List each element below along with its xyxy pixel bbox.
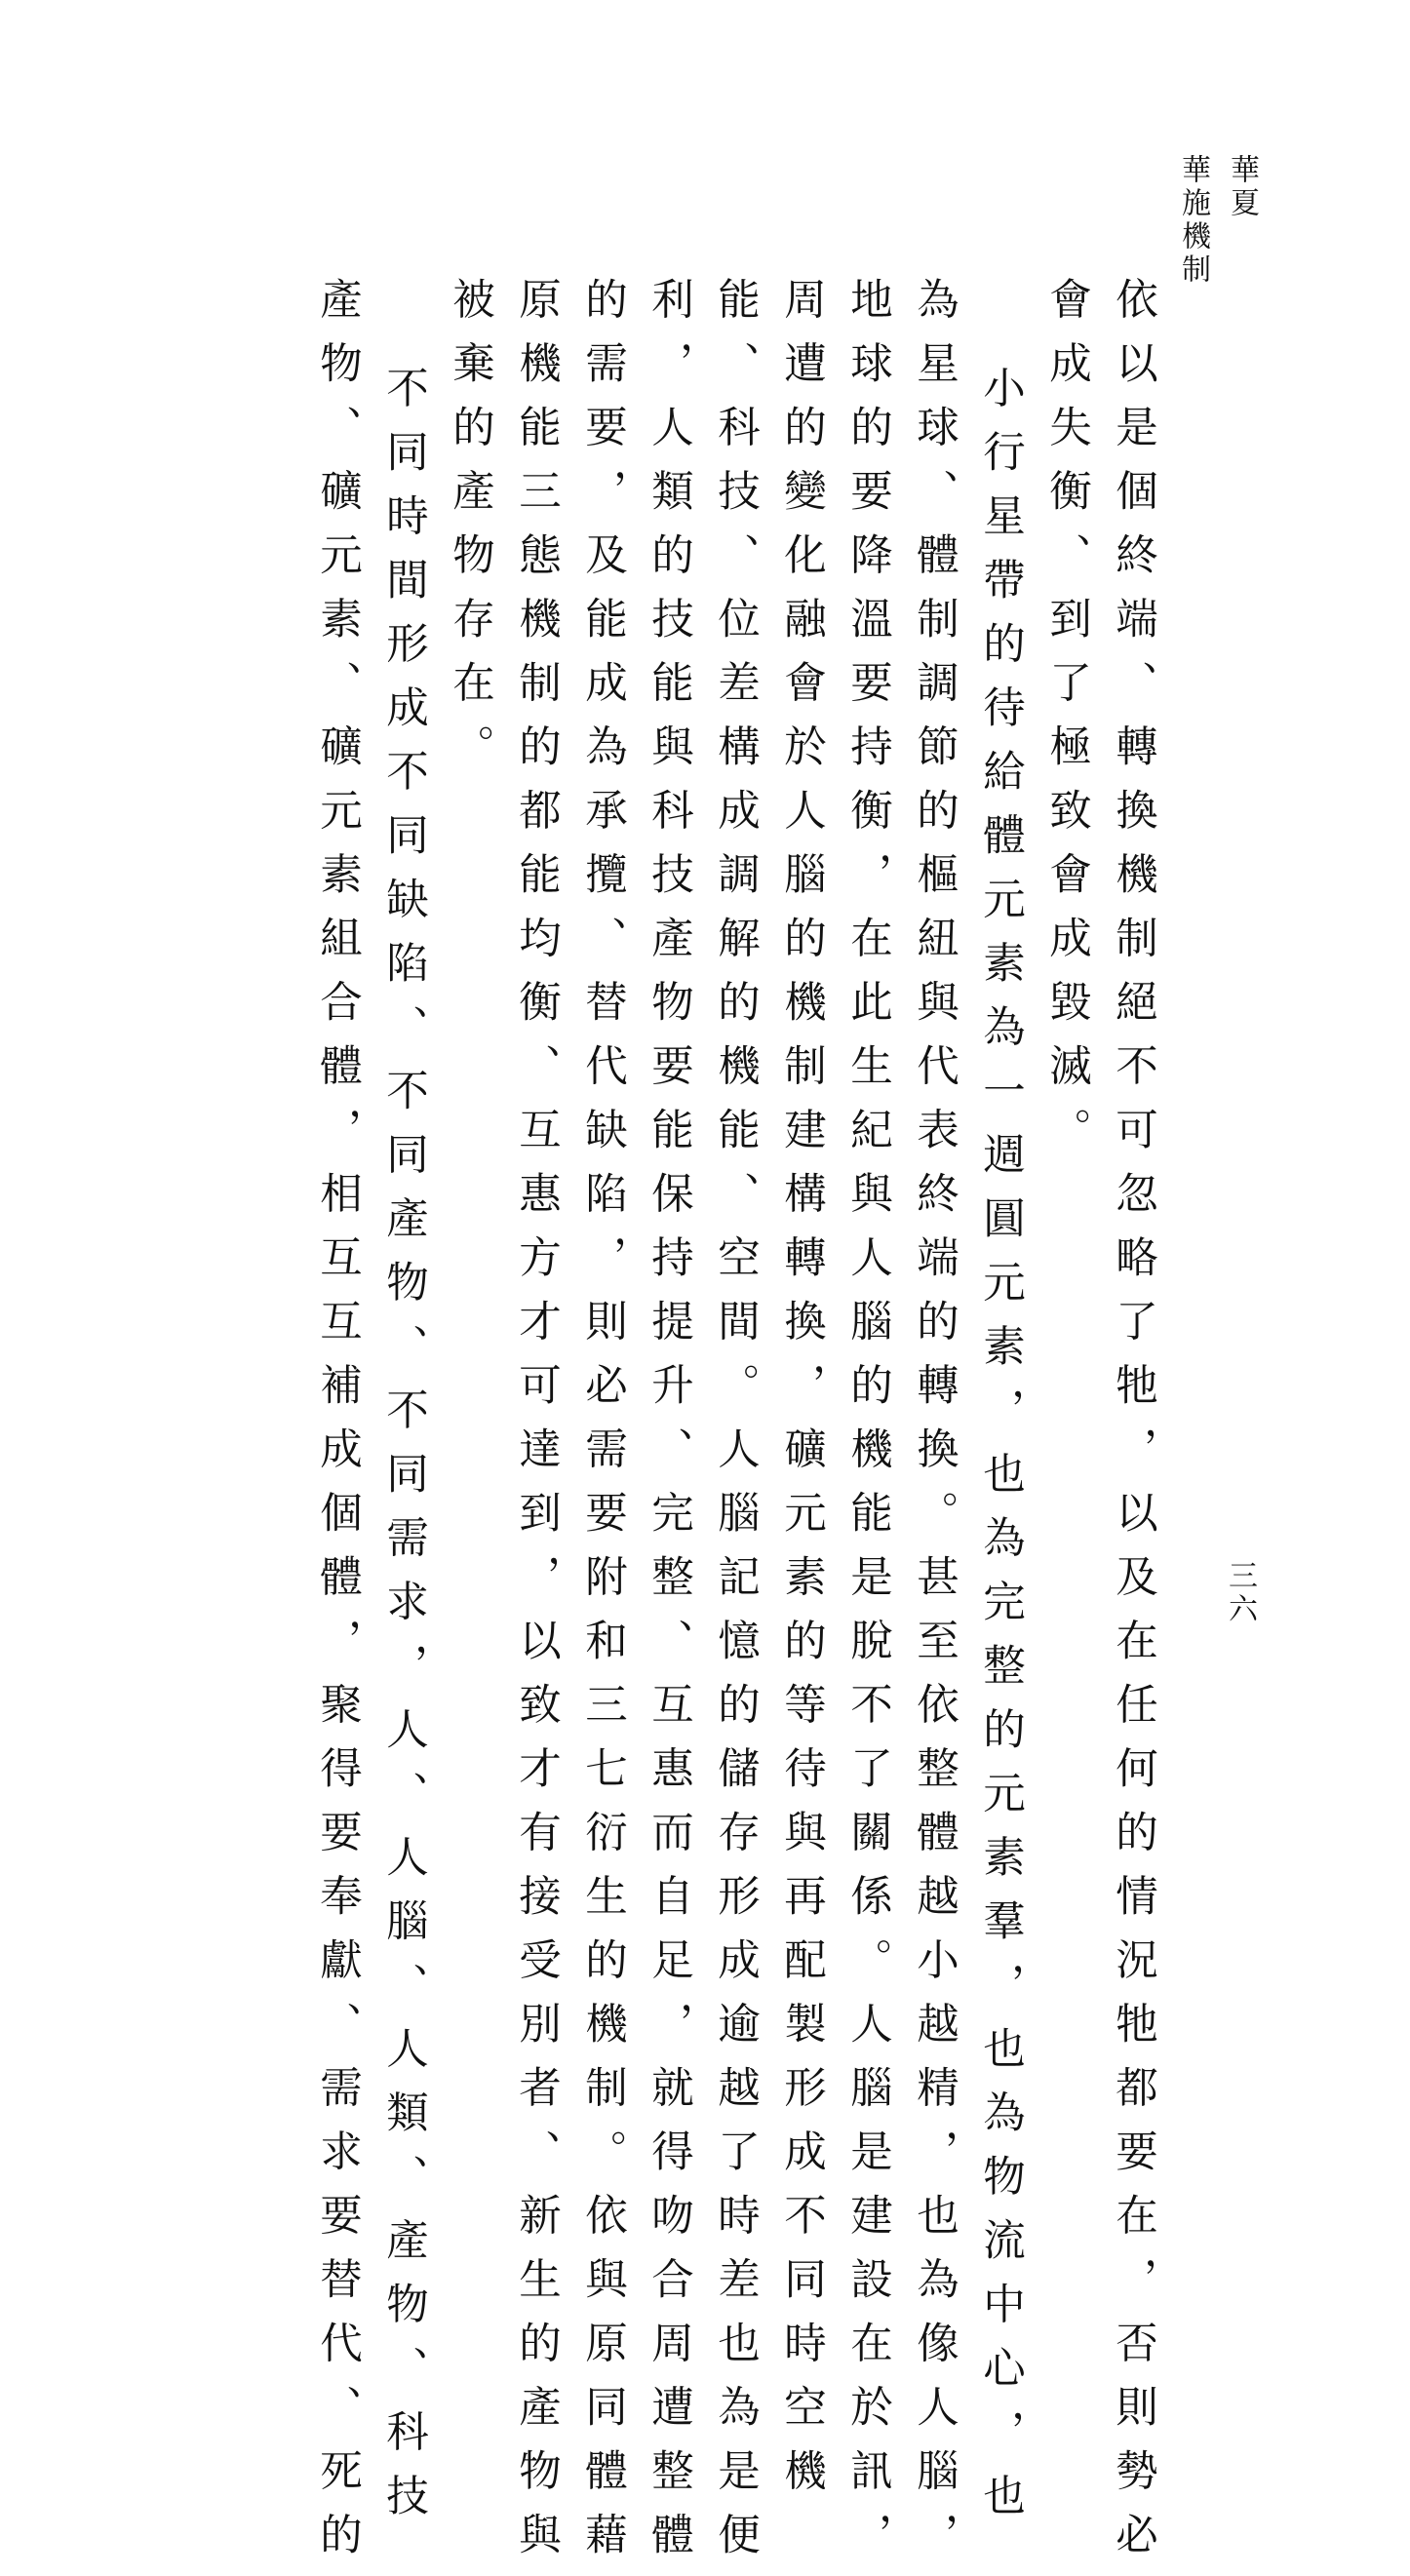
page-number: 三六 xyxy=(1223,1560,1257,1626)
book-title: 華夏 xyxy=(1225,154,1259,220)
running-header xyxy=(1178,154,1266,408)
paragraph-1: 依以是個終端、轉換機制絕不可忽略了牠，以及在任何的情況牠都要在，否則勢必 會成失衡、到了極致會成毀滅。 xyxy=(1042,277,1157,2576)
paragraph-2: 小行星帶的待給體元素為一週圓元素，也為完整的元素羣，也為物流中心，也 為星球、體制調節的樞紐與代表終端的轉換。甚至依整體越小越精，也為像人腦， 地球的要降溫要持衡，在此生紀與人腦的機能是脫不了關係。人腦是建設在於訊， 周遭的變化融會於人腦的機制建構轉換，礦元素的等待與再配製形成不同時空機 能、科技、位差構成調解的機能、空間。人腦記憶的儲存形成逾越了時差也為是便 利，人類的技能與科技產物要能保持提升、完整、互惠而自足，就得吻合周遭整體 的需要，及能成為承攬、替代缺陷，則必需要附和三七衍生的機制。依與原同體藉 原機能三態機制的都能均衡、互惠方才可達到，以致才有接受別者、新生的產物與 被棄的產物存在。 xyxy=(446,277,1025,2576)
chapter-title: 華施機制 xyxy=(1176,154,1210,287)
paragraph-3: 不同時間形成不同缺陷、不同產物、不同需求，人、人腦、人類、產物、科技 產物、礦元素、礦元素組合體，相互互補成個體，聚得要奉獻、需求要替代、死的 xyxy=(313,277,428,2576)
body-text xyxy=(181,277,1166,2576)
